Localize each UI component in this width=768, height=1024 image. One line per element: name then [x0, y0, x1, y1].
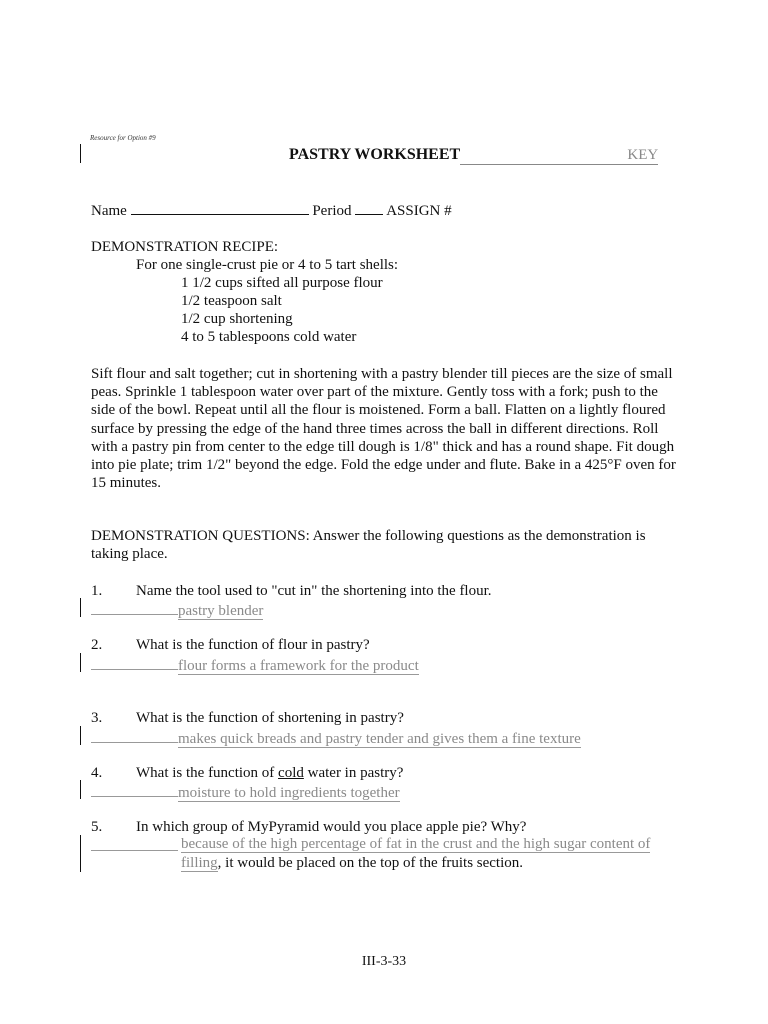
question-text: Name the tool used to "cut in" the shortening into the flour.	[136, 583, 492, 599]
answer-5-line-1	[181, 835, 650, 854]
answer-text: pastry blender	[178, 603, 264, 619]
answer-text: makes quick breads and pastry tender and gives them a fine texture	[178, 731, 581, 747]
answer-lead-line	[91, 600, 178, 615]
answer-text: moisture to hold ingredients together	[178, 785, 400, 801]
question-number: 5.	[91, 819, 103, 835]
question-number: 2.	[91, 637, 103, 653]
answer-lead-line	[91, 655, 178, 670]
question-number: 1.	[91, 583, 103, 599]
question-text: In which group of MyPyramid would you place apple pie? Why?	[136, 819, 527, 835]
page-number: III-3-33	[361, 954, 407, 969]
question-text-underlined: cold	[278, 765, 304, 781]
question-number: 3.	[91, 710, 103, 726]
recipe-heading: DEMONSTRATION RECIPE:	[91, 239, 279, 255]
answer-text: flour forms a framework for the product	[178, 658, 419, 674]
ingredient-item: 4 to 5 tablespoons cold water	[181, 329, 357, 345]
recipe-directions: Sift flour and salt together; cut in shortening with a pastry blender till pieces are the size of small peas. Sprinkle 1 tablespoon water over part of the mixture. Gently toss with a fork; push to the side of the bowl. Repeat until all the flour is moistened. Form a ball. Flatten on a lightly floured surface by pressing the edge of the hand three times across the ball in different directions. Roll with a pastry pin from center to the edge till dough is 1/8" thick and has a round shape. Fit dough into pie plate; trim 1/2" beyond the edge. Fold the edge under and flute. Bake in a 425°F oven for 15 minutes.	[91, 366, 676, 492]
answer-text: because of the high percentage of fat in the crust and the high sugar content of	[181, 836, 651, 852]
name-row	[91, 202, 452, 220]
resource-note: Resource for Option #9	[90, 134, 156, 142]
answer-3	[91, 728, 581, 748]
period-label: Period	[312, 203, 352, 219]
recipe-intro: For one single-crust pie or 4 to 5 tart shells:	[136, 257, 399, 273]
change-bar	[80, 598, 81, 617]
questions-heading-continued: taking place.	[91, 546, 168, 562]
key-label: KEY	[460, 147, 658, 165]
answer-lead-line	[91, 782, 178, 797]
page-title: PASTRY WORKSHEET	[289, 146, 461, 163]
question-4	[0, 764, 768, 782]
answer-1	[91, 600, 263, 620]
change-bar	[80, 835, 81, 872]
name-label: Name	[91, 203, 127, 219]
change-bar	[80, 780, 81, 799]
ingredient-item: 1 1/2 cups sifted all purpose flour	[181, 275, 383, 291]
change-bar	[80, 144, 81, 163]
question-2	[0, 636, 768, 654]
ingredient-item: 1/2 teaspoon salt	[181, 293, 282, 309]
name-blank	[131, 202, 309, 215]
question-3	[0, 709, 768, 727]
question-text: What is the function of shortening in pastry?	[136, 710, 404, 726]
answer-2	[91, 655, 419, 675]
answer-4	[91, 782, 400, 802]
period-blank	[355, 202, 383, 215]
answer-5-line-2	[181, 854, 523, 873]
question-text	[136, 764, 403, 782]
question-text-part: What is the function of	[136, 765, 279, 781]
questions-heading: DEMONSTRATION QUESTIONS: Answer the following questions as the demonstration is	[91, 528, 646, 544]
question-number: 4.	[91, 765, 103, 781]
assign-label: ASSIGN #	[386, 203, 452, 219]
question-text: What is the function of flour in pastry?	[136, 637, 370, 653]
answer-lead-line	[91, 728, 178, 743]
question-text-part: water in pastry?	[303, 765, 404, 781]
ingredient-item: 1/2 cup shortening	[181, 311, 293, 327]
answer-lead-line	[91, 850, 178, 851]
answer-text: filling	[181, 855, 218, 871]
change-bar	[80, 726, 81, 745]
question-1	[0, 582, 768, 600]
question-5	[0, 818, 768, 836]
change-bar	[80, 653, 81, 672]
title-row	[289, 146, 658, 165]
answer-text-continued: , it would be placed on the top of the fruits section.	[217, 855, 524, 871]
